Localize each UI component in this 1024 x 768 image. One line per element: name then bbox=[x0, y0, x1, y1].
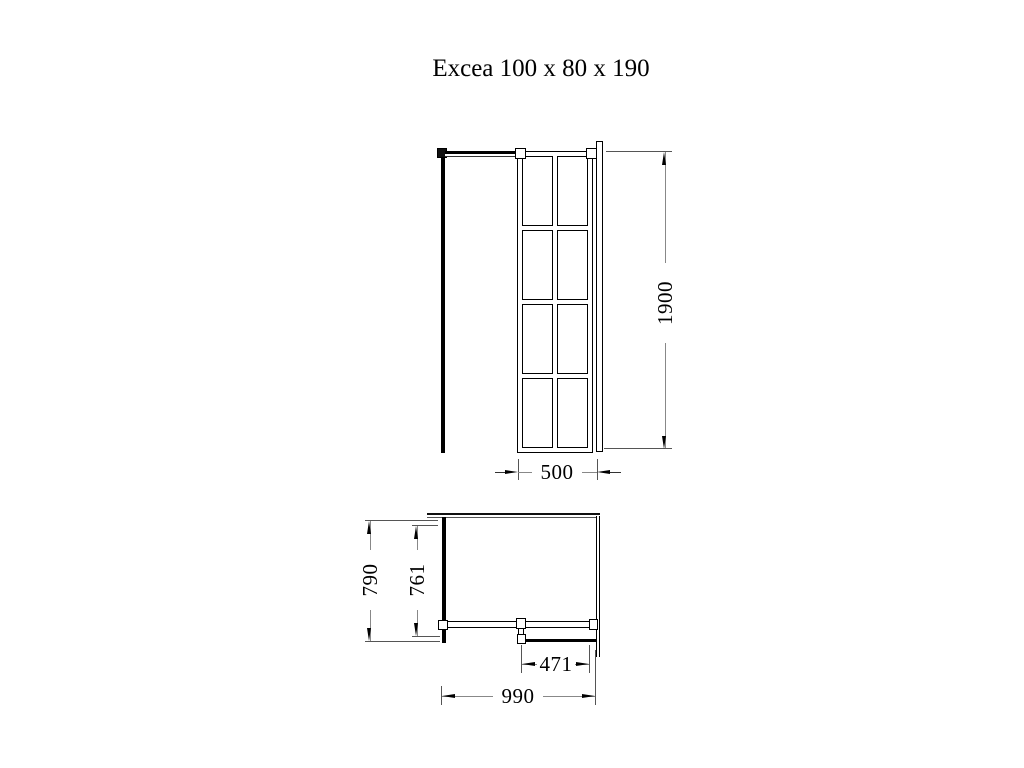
arrowhead-up bbox=[662, 152, 666, 165]
arrowhead-right bbox=[505, 470, 518, 474]
extension-line bbox=[365, 520, 438, 521]
side-glass-edge bbox=[441, 149, 445, 453]
drawing-title: Excea 100 x 80 x 190 bbox=[432, 55, 650, 82]
extension-line bbox=[518, 459, 519, 480]
glass-pane bbox=[522, 378, 553, 448]
front-glass-plan bbox=[525, 639, 597, 642]
dimension-value-panel-offset: 471 bbox=[537, 654, 575, 674]
bar-bracket-right bbox=[589, 619, 598, 630]
glass-pane bbox=[557, 378, 588, 448]
arrowhead-down bbox=[662, 436, 666, 449]
glass-pane bbox=[557, 156, 588, 226]
support-bar bbox=[445, 151, 518, 157]
dimension-value-height: 1900 bbox=[655, 263, 675, 343]
arrowhead-left bbox=[522, 662, 535, 666]
arrowhead-up bbox=[414, 526, 418, 539]
arrowhead-right bbox=[582, 694, 595, 698]
glass-pane bbox=[522, 230, 553, 300]
right-wall-line bbox=[596, 516, 600, 657]
glass-pane bbox=[557, 304, 588, 374]
glass-pane bbox=[522, 304, 553, 374]
arrowhead-right bbox=[576, 662, 589, 666]
extension-line bbox=[521, 645, 522, 673]
panel-corner-square-left bbox=[515, 148, 526, 159]
dimension-value-glass-depth: 761 bbox=[407, 550, 427, 610]
dimension-value-outer-width: 990 bbox=[493, 686, 543, 706]
extension-line bbox=[412, 636, 440, 637]
arrowhead-left bbox=[597, 470, 610, 474]
dimension-value-panel-width: 500 bbox=[532, 462, 582, 482]
bar-connector-top bbox=[516, 618, 526, 629]
bar-bracket-left bbox=[438, 620, 448, 630]
extension-line bbox=[589, 645, 590, 673]
extension-line bbox=[595, 650, 596, 705]
dimension-tail bbox=[609, 472, 621, 473]
extension-line bbox=[365, 641, 440, 642]
glass-grid bbox=[517, 151, 593, 453]
arrowhead-up bbox=[367, 521, 371, 534]
arrowhead-down bbox=[414, 623, 418, 636]
glass-pane bbox=[522, 156, 553, 226]
back-wall-line bbox=[427, 513, 600, 518]
wall-profile bbox=[596, 141, 603, 452]
glass-pane bbox=[557, 230, 588, 300]
arrowhead-left bbox=[442, 694, 455, 698]
arrowhead-down bbox=[367, 628, 371, 641]
dimension-value-outer-depth: 790 bbox=[360, 550, 380, 610]
